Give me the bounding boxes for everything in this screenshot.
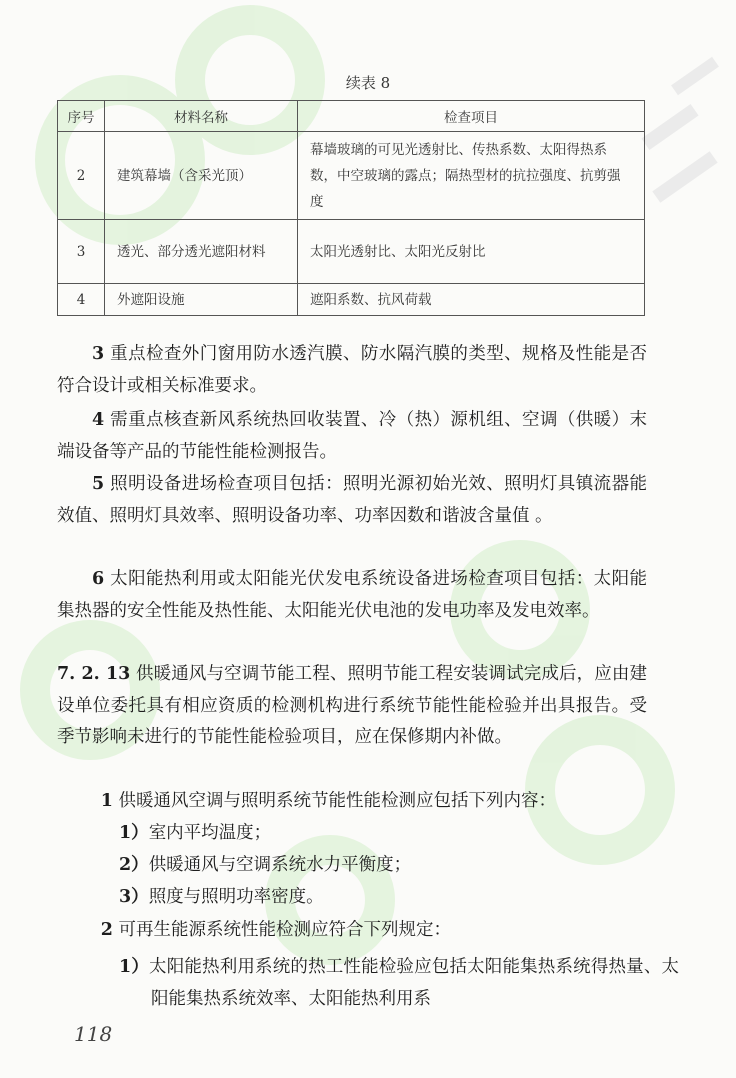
row-items: 幕墙玻璃的可见光透射比、传热系数、太阳得热系数，中空玻璃的露点；隔热型材的抗拉强度、抗剪强度 [298, 132, 645, 220]
item-number: 4 [92, 410, 105, 430]
header-no: 序号 [58, 101, 105, 132]
sub-item-text: 太阳能热利用系统的热工性能检验应包括太阳能集热系统得热量、太阳能集热系统效率、太阳能热利用系 [149, 957, 679, 1009]
row-no: 2 [58, 132, 105, 220]
sub2-paragraph [57, 915, 647, 947]
sub-number: 2 [100, 920, 113, 940]
sub-item-text: 室内平均温度； [148, 823, 272, 843]
sub-item-text: 供暖通风与空调系统水力平衡度； [148, 855, 412, 875]
item-text: 太阳能热利用或太阳能光伏发电系统设备进场检查项目包括：太阳能集热器的安全性能及热性能、太阳能光伏电池的发电功率及发电效率。 [57, 569, 647, 621]
clause-text: 供暖通风与空调节能工程、照明节能工程安装调试完成后，应由建设单位委托具有相应资质的检测机构进行系统节能性能检验并出具报告。受季节影响未进行的节能性能检验项目，应在保修期内补做。 [57, 664, 647, 747]
item-3-paragraph [57, 339, 647, 402]
table-row [58, 220, 645, 284]
row-no: 3 [58, 220, 105, 284]
sub-item-number: 1） [119, 823, 149, 843]
item-number: 6 [92, 569, 105, 589]
header-name: 材料名称 [105, 101, 298, 132]
item-text: 重点检查外门窗用防水透汽膜、防水隔汽膜的类型、规格及性能是否符合设计或相关标准要求。 [57, 344, 647, 396]
materials-table [57, 100, 645, 316]
sub1-item [57, 882, 647, 914]
row-items: 太阳光透射比、太阳光反射比 [298, 220, 645, 284]
sub1-item [57, 850, 647, 882]
item-number: 3 [92, 344, 105, 364]
item-5-paragraph [57, 469, 647, 532]
sub-item-number: 1） [119, 957, 150, 977]
sub-item-number: 3） [119, 887, 149, 907]
sub-text: 可再生能源系统性能检测应符合下列规定： [118, 920, 452, 940]
row-items: 遮阳系数、抗风荷载 [298, 284, 645, 316]
table-row [58, 284, 645, 316]
sub-item-text: 照度与照明功率密度。 [148, 887, 324, 907]
sub-item-number: 2） [119, 855, 149, 875]
table-caption: 续表 8 [345, 74, 391, 92]
item-6-paragraph [57, 564, 647, 627]
row-no: 4 [58, 284, 105, 316]
sub-text: 供暖通风空调与照明系统节能性能检测应包括下列内容： [118, 791, 557, 811]
table-header-row [58, 101, 645, 132]
item-text: 照明设备进场检查项目包括：照明光源初始光效、照明灯具镇流器能效值、照明灯具效率、照明设备功率、功率因数和谐波含量值 。 [57, 474, 647, 526]
header-items: 检查项目 [298, 101, 645, 132]
sub1-paragraph [57, 786, 647, 818]
item-4-paragraph [57, 405, 647, 468]
sub2-item [119, 952, 679, 1015]
row-name: 外遮阳设施 [105, 284, 298, 316]
item-text: 需重点核查新风系统热回收装置、冷（热）源机组、空调（供暖）末端设备等产品的节能性能检测报告。 [57, 410, 647, 462]
sub1-item [57, 818, 647, 850]
page-number: 118 [74, 1022, 113, 1046]
item-number: 5 [92, 474, 105, 494]
clause-paragraph [57, 659, 647, 754]
row-name: 透光、部分透光遮阳材料 [105, 220, 298, 284]
table-row [58, 132, 645, 220]
clause-number: 7. 2. 13 [57, 664, 131, 684]
row-name: 建筑幕墙（含采光顶） [105, 132, 298, 220]
sub-number: 1 [100, 791, 113, 811]
